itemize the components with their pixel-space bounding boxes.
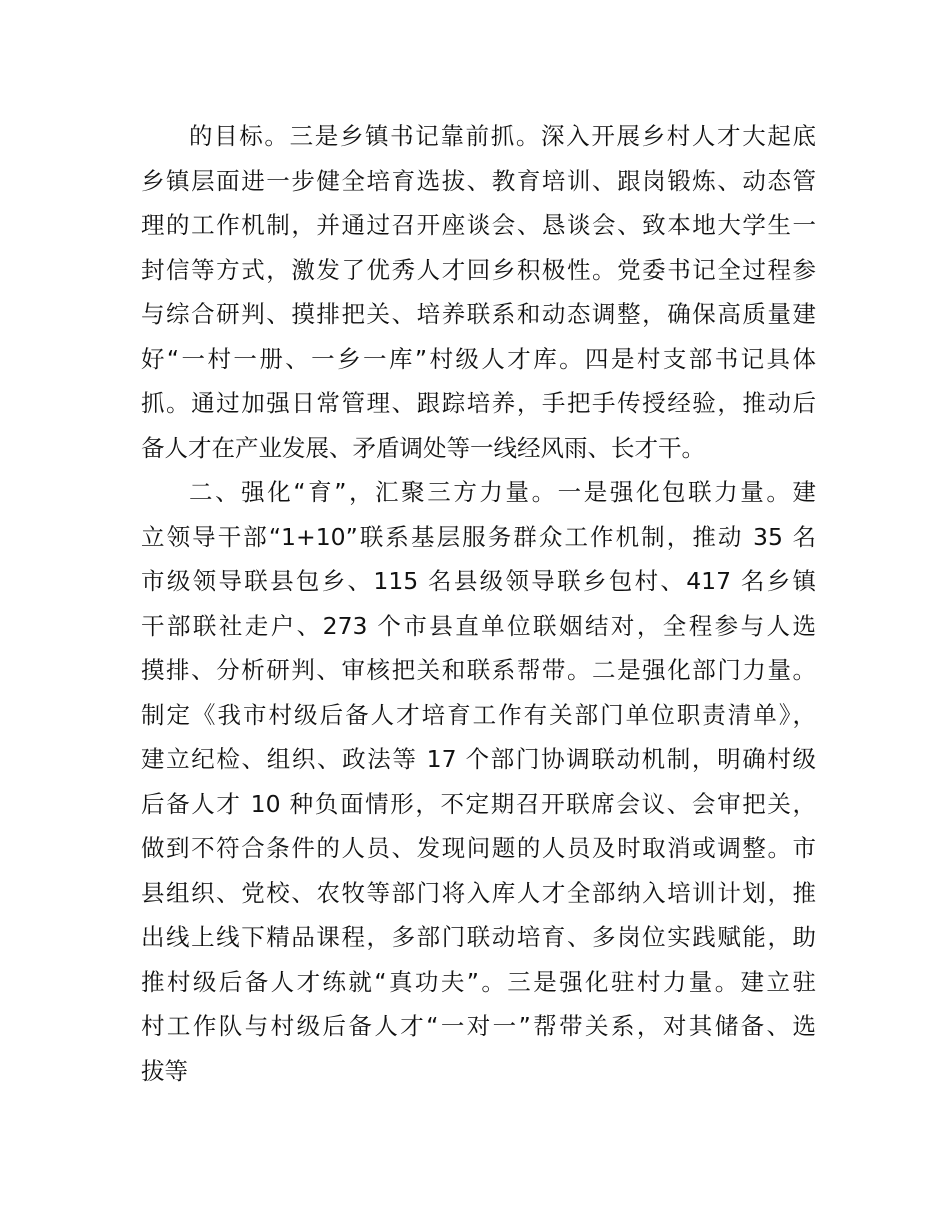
paragraph-line: 县组织、党校、农牧等部门将入库人才全部纳入培训计划，推 [141,878,816,907]
paragraph-line: 摸排、分析研判、审核把关和联系帮带。二是强化部门力量。 [141,656,816,684]
paragraph-line: 拔等 [141,1056,188,1085]
paragraph-line: 后备人才 10 种负面情形，不定期召开联席会议、会审把关， [141,789,816,818]
paragraph-line: 制定《我市村级后备人才培育工作有关部门单位职责清单》， [141,700,816,729]
paragraph-line: 抓。通过加强日常管理、跟踪培养，手把手传授经验，推动后 [141,389,816,417]
paragraph-line: 干部联社走户、273 个市县直单位联姻结对，全程参与人选 [141,611,816,640]
paragraph-line: 建立纪检、组织、政法等 17 个部门协调联动机制，明确村级 [141,745,816,773]
paragraph-line: 好“一村一册、一乡一库”村级人才库。四是村支部书记具体 [141,344,816,373]
paragraph-line: 的目标。三是乡镇书记靠前抓。深入开展乡村人才大起底 [189,122,816,150]
paragraph-line: 备人才在产业发展、矛盾调处等一线经风雨、长才干。 [141,433,705,462]
paragraph-line: 村工作队与村级后备人才“一对一”帮带关系，对其储备、选 [141,1012,816,1040]
paragraph-line: 立领导干部“1+10”联系基层服务群众工作机制，推动 35 名 [141,522,816,551]
paragraph-line: 二、强化“育”，汇聚三方力量。一是强化包联力量。建 [189,478,816,506]
paragraph-line: 理的工作机制，并通过召开座谈会、恳谈会、致本地大学生一 [141,211,816,239]
paragraph-line: 出线上线下精品课程，多部门联动培育、多岗位实践赋能，助 [141,923,816,951]
document-body [141,114,816,1093]
paragraph-line: 封信等方式，激发了优秀人才回乡积极性。党委书记全过程参 [141,255,816,284]
paragraph-line: 市级领导联县包乡、115 名县级领导联乡包村、417 名乡镇 [141,567,816,595]
paragraph-line: 与综合研判、摸排把关、培养联系和动态调整，确保高质量建 [141,300,816,328]
paragraph-line: 推村级后备人才练就“真功夫”。三是强化驻村力量。建立驻 [141,967,816,996]
paragraph-2 [141,470,816,1093]
paragraph-line: 做到不符合条件的人员、发现问题的人员及时取消或调整。市 [141,834,816,862]
paragraph-1 [141,114,816,470]
paragraph-line: 乡镇层面进一步健全培育选拔、教育培训、跟岗锻炼、动态管 [141,166,816,195]
